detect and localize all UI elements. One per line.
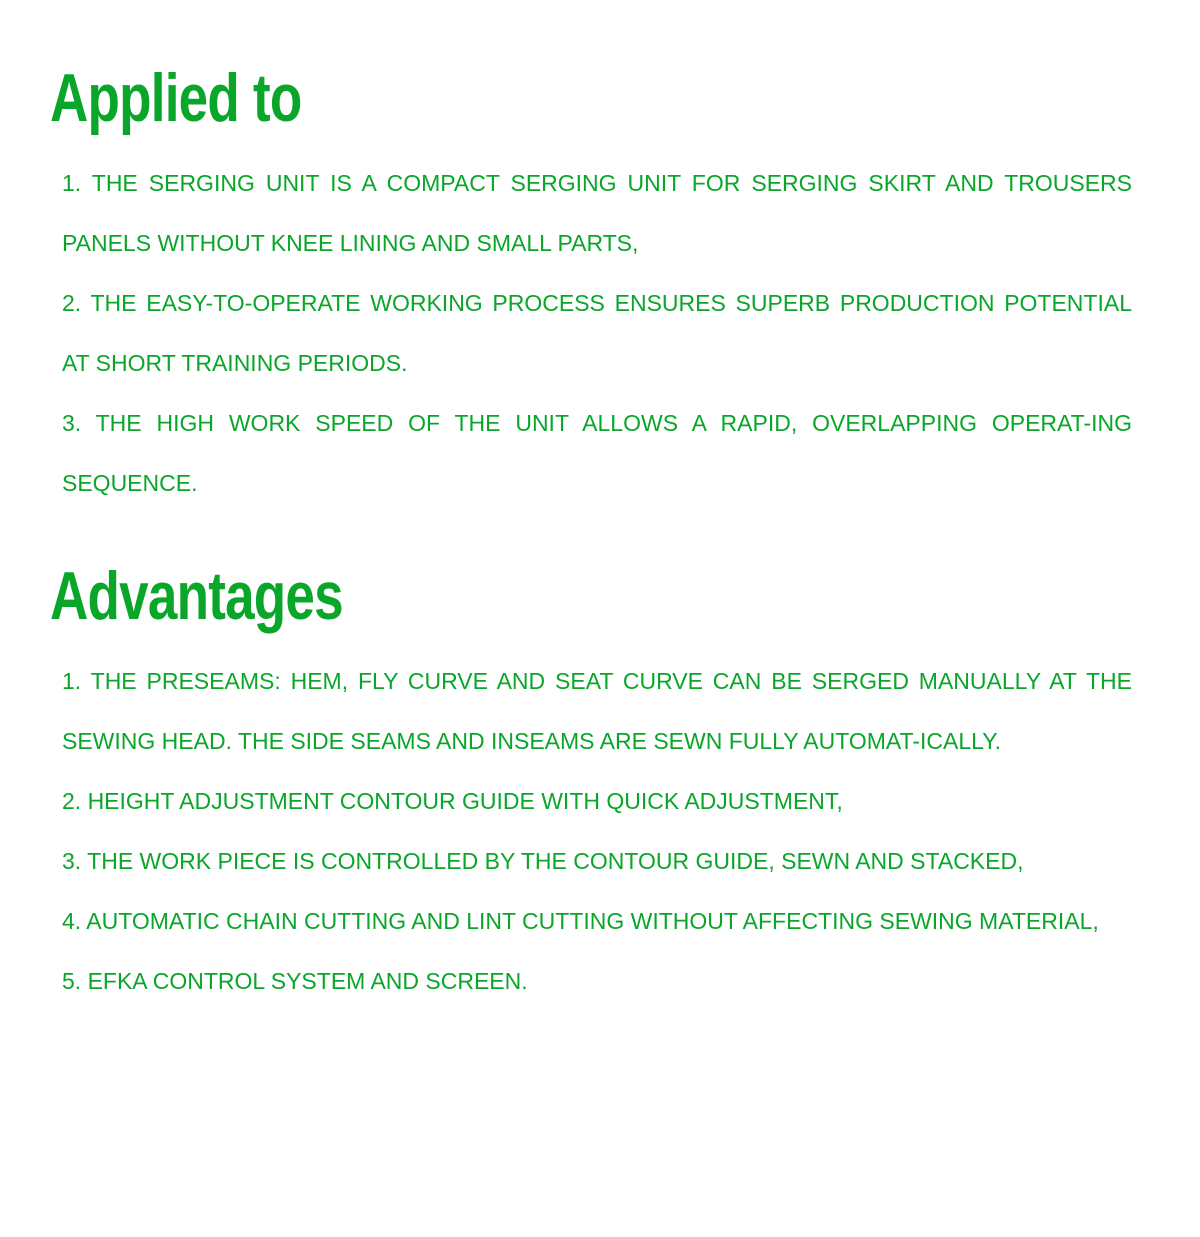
list-item: 2. HEIGHT ADJUSTMENT CONTOUR GUIDE WITH QUICK ADJUSTMENT, (62, 788, 843, 814)
applied-to-list (62, 153, 1132, 513)
list-item: 1. THE PRESEAMS: HEM, FLY CURVE AND SEAT CURVE CAN BE SERGED MANUALLY AT THE SEWING HEAD. THE SIDE SEAMS AND INSEAMS ARE SEWN FULLY AUTOMAT-ICALLY. (62, 668, 1132, 754)
list-item: 3. THE HIGH WORK SPEED OF THE UNIT ALLOWS A RAPID, OVERLAPPING OPERAT-ING SEQUENCE. (62, 410, 1132, 496)
applied-to-heading: Applied to (50, 60, 302, 136)
list-item: 2. THE EASY-TO-OPERATE WORKING PROCESS ENSURES SUPERB PRODUCTION POTENTIAL AT SHORT TRAINING PERIODS. (62, 290, 1132, 376)
advantages-list (62, 651, 1132, 1011)
list-item: 1. THE SERGING UNIT IS A COMPACT SERGING UNIT FOR SERGING SKIRT AND TROUSERS PANELS WITHOUT KNEE LINING AND SMALL PARTS, (62, 170, 1132, 256)
advantages-heading: Advantages (50, 558, 343, 634)
list-item: 5. EFKA CONTROL SYSTEM AND SCREEN. (62, 968, 528, 994)
list-item: 3. THE WORK PIECE IS CONTROLLED BY THE CONTOUR GUIDE, SEWN AND STACKED, (62, 848, 1024, 874)
list-item: 4. AUTOMATIC CHAIN CUTTING AND LINT CUTTING WITHOUT AFFECTING SEWING MATERIAL, (62, 908, 1099, 934)
